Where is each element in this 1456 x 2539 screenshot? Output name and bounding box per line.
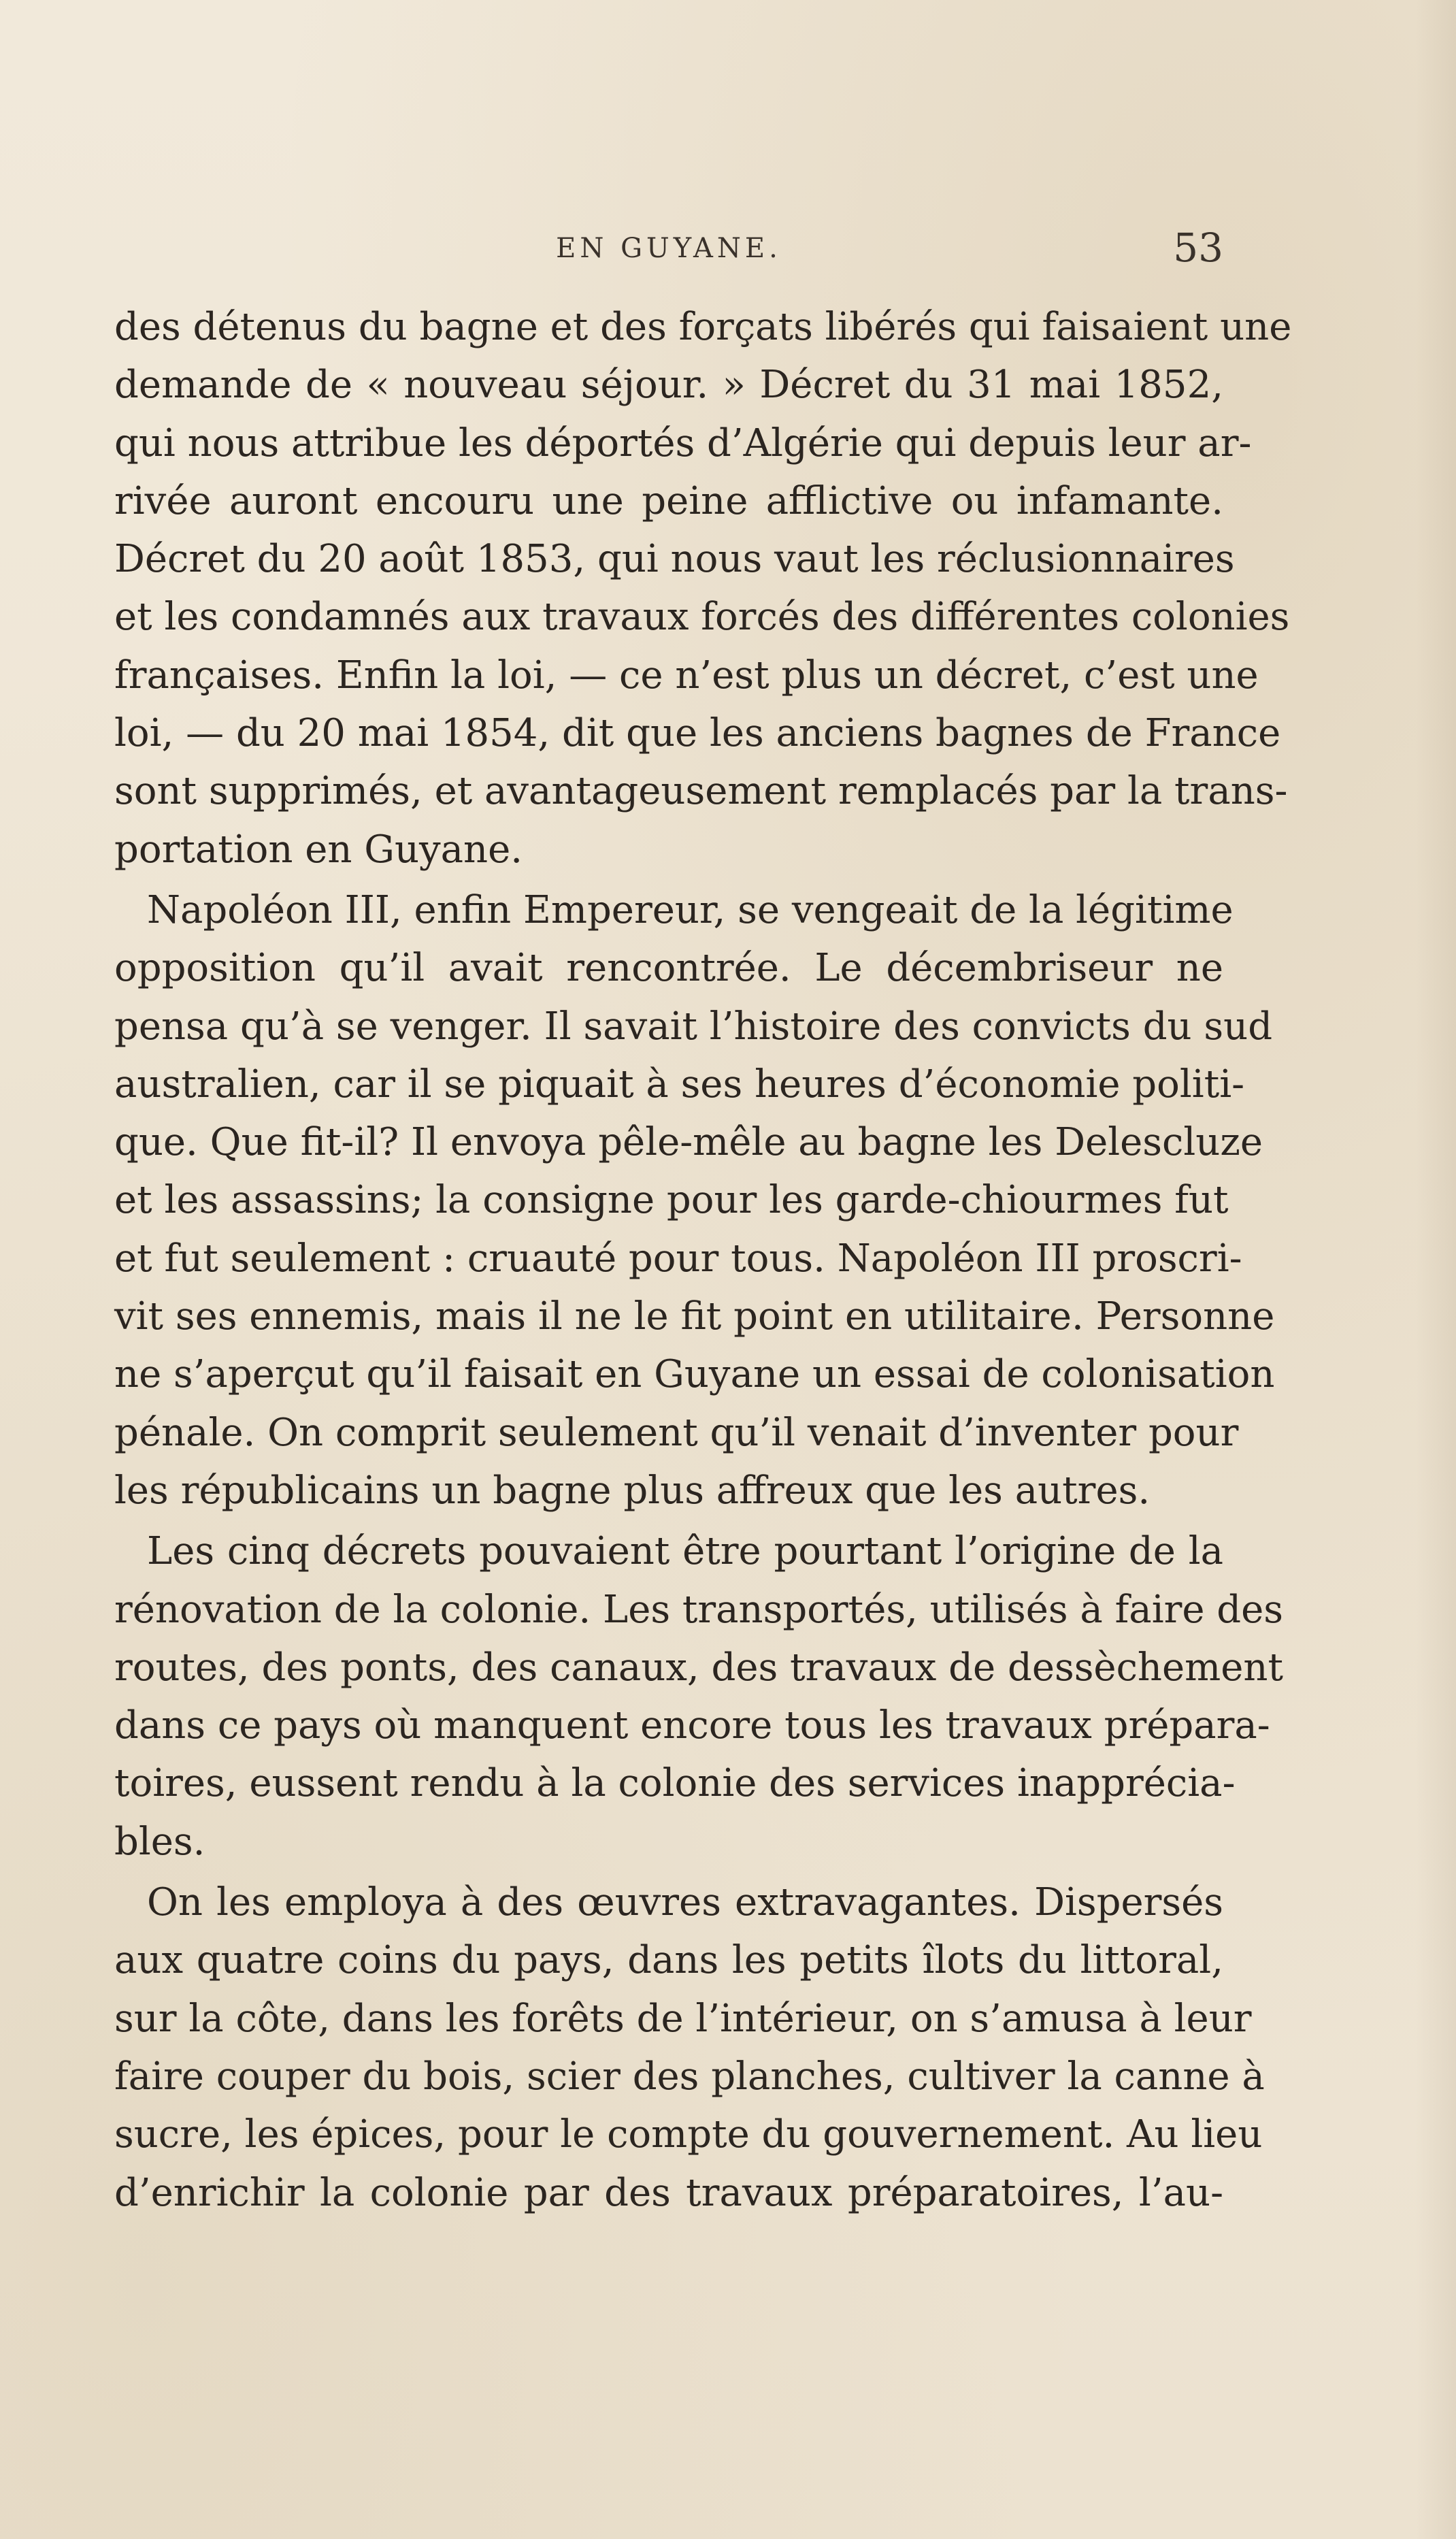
text-line: les républicains un bagne plus affreux que les autres.	[114, 1468, 1151, 1513]
body-text	[114, 298, 1292, 2222]
page-number: 53	[1173, 225, 1223, 271]
text-line: dans ce pays où manquent encore tous les travaux prépara-	[114, 1703, 1270, 1748]
text-line: toires, eussent rendu à la colonie des services inappréciа-	[114, 1761, 1236, 1806]
text-line: routes, des ponts, des canaux, des travaux de dessèchement	[114, 1645, 1283, 1690]
text-line: australien, car il se piquait à ses heures d’économie politi-	[114, 1062, 1245, 1107]
text-line: et fut seulement : cruauté pour tous. Napoléon III proscri-	[114, 1236, 1242, 1281]
text-line: portation en Guyane.	[114, 827, 523, 872]
text-line: et les assassins; la consigne pour les garde-chiourmes fut	[114, 1178, 1229, 1223]
text-line: aux quatre coins du pays, dans les petits îlots du littoral,	[114, 1938, 1223, 1983]
paragraph-start-line: On les employa à des œuvres extravagantes. Dispersés	[147, 1880, 1223, 1925]
text-line: des détenus du bagne et des forçats libérés qui faisaient une	[114, 305, 1292, 349]
text-line: françaises. Enfin la loi, — ce n’est plus un décret, c’est une	[114, 653, 1259, 698]
text-line: d’enrichir la colonie par des travaux préparatoires, l’au-	[114, 2170, 1223, 2215]
text-line: Décret du 20 août 1853, qui nous vaut les réclusionnaires	[114, 537, 1235, 582]
text-line: demande de « nouveau séjour. » Décret du 31 mai 1852,	[114, 363, 1223, 408]
paragraph-start-line: Napoléon III, enfin Empereur, se vengeait de la légitime	[147, 887, 1234, 932]
text-line: rivée auront encouru une peine afflictive ou infamante.	[114, 478, 1223, 523]
text-line: ne s’aperçut qu’il faisait en Guyane un essai de colonisation	[114, 1352, 1275, 1397]
running-head	[114, 225, 1223, 272]
text-line: sont supprimés, et avantageusement remplacés par la trans-	[114, 769, 1288, 814]
text-line: pénale. On comprit seulement qu’il venait d’inventer pour	[114, 1410, 1239, 1455]
text-line: pensa qu’à se venger. Il savait l’histoire des convicts du sud	[114, 1004, 1273, 1049]
text-line: faire couper du bois, scier des planches, cultiver la canne à	[114, 2054, 1265, 2099]
text-line: bles.	[114, 1819, 205, 1864]
text-line: sur la côte, dans les forêts de l’intérieur, on s’amusa à leur	[114, 1996, 1252, 2041]
text-line: opposition qu’il avait rencontrée. Le décembriseur ne	[114, 946, 1223, 991]
text-line: que. Que fit-il? Il envoya pêle-mêle au bagne les Delescluze	[114, 1120, 1263, 1165]
text-line: vit ses ennemis, mais il ne le fit point en utilitaire. Personne	[114, 1294, 1275, 1339]
text-line: loi, — du 20 mai 1854, dit que les anciens bagnes de France	[114, 711, 1281, 756]
text-line: rénovation de la colonie. Les transportés, utilisés à faire des	[114, 1587, 1284, 1632]
text-line: et les condamnés aux travaux forcés des différentes colonies	[114, 595, 1290, 640]
page-edge-shadow	[1415, 0, 1456, 2539]
text-line: sucre, les épices, pour le compte du gouvernement. Au lieu	[114, 2112, 1263, 2157]
paragraph-start-line: Les cinq décrets pouvaient être pourtant l’origine de la	[147, 1529, 1223, 1574]
running-title: EN GUYANE.	[556, 233, 782, 264]
text-line: qui nous attribue les déportés d’Algérie qui depuis leur ar-	[114, 421, 1252, 465]
